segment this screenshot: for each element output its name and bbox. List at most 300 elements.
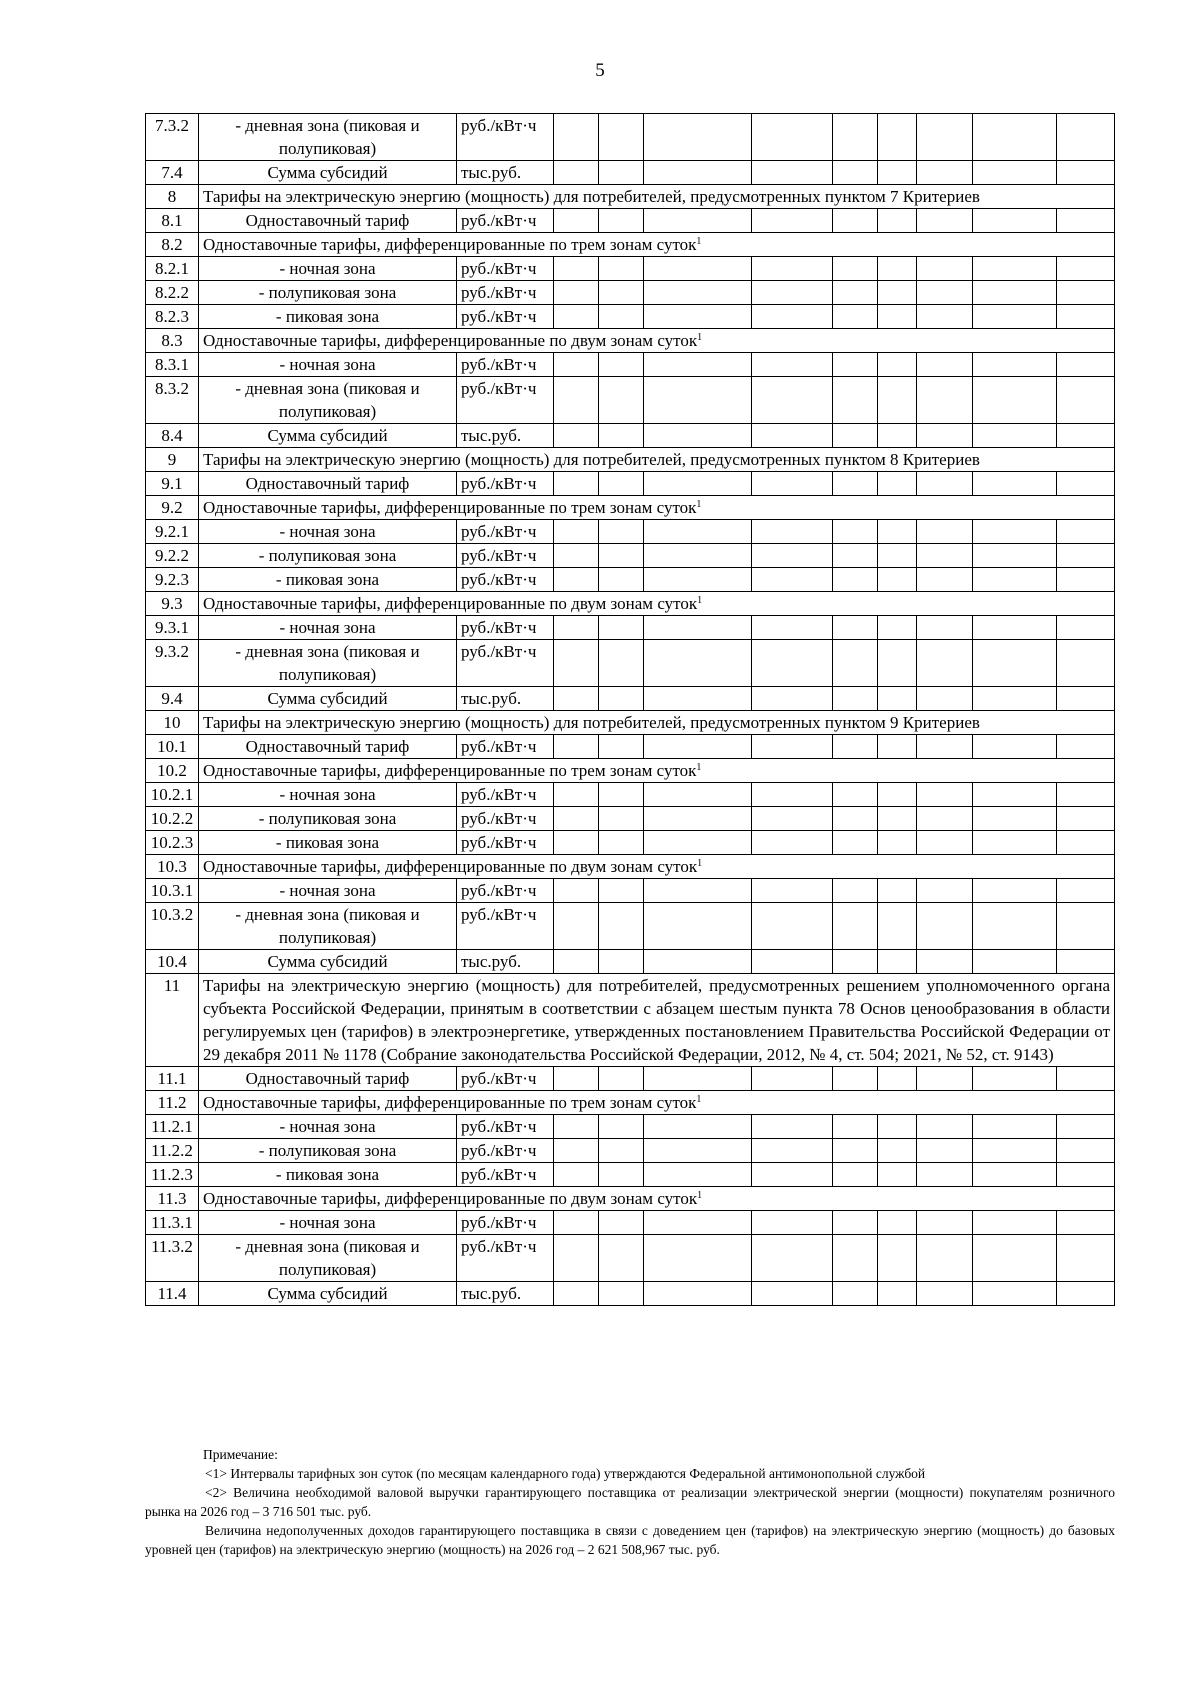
table-row [146, 640, 1115, 687]
value-cell [917, 807, 973, 831]
value-cell [973, 1211, 1057, 1235]
value-cell [599, 687, 644, 711]
value-cell [554, 783, 599, 807]
value-cell [833, 544, 878, 568]
value-cell [752, 377, 833, 424]
value-cell [878, 544, 917, 568]
value-cell [917, 377, 973, 424]
row-name: - дневная зона (пиковая и полупиковая) [199, 903, 457, 950]
value-cell [878, 1139, 917, 1163]
table-row [146, 855, 1115, 879]
value-cell [554, 161, 599, 185]
table-row [146, 1282, 1115, 1306]
value-cell [599, 424, 644, 448]
value-cell [917, 520, 973, 544]
value-cell [644, 257, 752, 281]
footnote-mark: 1 [696, 1094, 702, 1105]
value-cell [554, 257, 599, 281]
value-cell [752, 783, 833, 807]
value-cell [1057, 879, 1115, 903]
value-cell [644, 424, 752, 448]
value-cell [644, 209, 752, 233]
value-cell [917, 568, 973, 592]
value-cell [554, 735, 599, 759]
footnote-mark: 1 [697, 332, 703, 343]
table-row [146, 281, 1115, 305]
value-cell [644, 783, 752, 807]
row-name: Сумма субсидий [199, 161, 457, 185]
value-cell [917, 1282, 973, 1306]
row-name: Сумма субсидий [199, 687, 457, 711]
row-number: 11.3.1 [146, 1211, 199, 1235]
row-name: - полупиковая зона [199, 281, 457, 305]
value-cell [1057, 640, 1115, 687]
table-row [146, 1091, 1115, 1115]
value-cell [644, 735, 752, 759]
value-cell [599, 903, 644, 950]
value-cell [554, 616, 599, 640]
table-row [146, 592, 1115, 616]
value-cell [1057, 687, 1115, 711]
value-cell [644, 161, 752, 185]
row-number: 9.2 [146, 496, 199, 520]
row-name: Сумма субсидий [199, 950, 457, 974]
value-cell [973, 903, 1057, 950]
value-cell [833, 1235, 878, 1282]
row-unit: руб./кВт·ч [457, 209, 554, 233]
note-3: Величина недополученных доходов гарантирующего поставщика в связи с доведением цен (тарифов) на электрическую энергию (мощность) до базовых уровней цен (тарифов) на электрическую энергию (мощность) на 2026 год – 2 621 508,967 тыс. руб. [145, 1523, 1115, 1557]
value-cell [752, 353, 833, 377]
value-cell [599, 1115, 644, 1139]
value-cell [554, 1282, 599, 1306]
value-cell [599, 281, 644, 305]
table-row [146, 1235, 1115, 1282]
value-cell [973, 950, 1057, 974]
row-number: 11 [146, 974, 199, 1067]
value-cell [878, 1235, 917, 1282]
row-number: 11.1 [146, 1067, 199, 1091]
row-unit: руб./кВт·ч [457, 114, 554, 161]
value-cell [644, 640, 752, 687]
row-number: 10 [146, 711, 199, 735]
value-cell [554, 281, 599, 305]
row-number: 8.2.3 [146, 305, 199, 329]
row-number: 11.3 [146, 1187, 199, 1211]
value-cell [599, 568, 644, 592]
value-cell [833, 114, 878, 161]
value-cell [554, 1139, 599, 1163]
value-cell [644, 305, 752, 329]
value-cell [878, 831, 917, 855]
value-cell [878, 161, 917, 185]
value-cell [917, 424, 973, 448]
value-cell [1057, 377, 1115, 424]
row-unit: руб./кВт·ч [457, 1163, 554, 1187]
row-unit: руб./кВт·ч [457, 281, 554, 305]
value-cell [599, 1139, 644, 1163]
value-cell [833, 1282, 878, 1306]
value-cell [917, 1211, 973, 1235]
value-cell [1057, 1115, 1115, 1139]
value-cell [973, 281, 1057, 305]
value-cell [1057, 1282, 1115, 1306]
value-cell [833, 1163, 878, 1187]
value-cell [644, 281, 752, 305]
value-cell [878, 472, 917, 496]
value-cell [917, 1235, 973, 1282]
row-unit: руб./кВт·ч [457, 807, 554, 831]
value-cell [752, 520, 833, 544]
value-cell [554, 950, 599, 974]
row-number: 11.2 [146, 1091, 199, 1115]
value-cell [1057, 424, 1115, 448]
row-name: - дневная зона (пиковая и полупиковая) [199, 640, 457, 687]
value-cell [878, 616, 917, 640]
subsection-header [199, 759, 1115, 783]
table-row [146, 377, 1115, 424]
header-text: Одноставочные тарифы, дифференцированные по двум зонам суток [203, 1189, 698, 1208]
value-cell [554, 903, 599, 950]
value-cell [833, 831, 878, 855]
value-cell [833, 281, 878, 305]
value-cell [917, 950, 973, 974]
row-number: 9.2.2 [146, 544, 199, 568]
value-cell [833, 903, 878, 950]
row-unit: тыс.руб. [457, 424, 554, 448]
value-cell [917, 353, 973, 377]
subsection-header [199, 496, 1115, 520]
row-number: 10.3.1 [146, 879, 199, 903]
value-cell [644, 1282, 752, 1306]
value-cell [644, 544, 752, 568]
table-row [146, 544, 1115, 568]
value-cell [973, 1282, 1057, 1306]
row-number: 10.3.2 [146, 903, 199, 950]
value-cell [752, 161, 833, 185]
table-row [146, 114, 1115, 161]
value-cell [644, 831, 752, 855]
row-unit: руб./кВт·ч [457, 783, 554, 807]
notes-title: Примечание: [203, 1447, 278, 1462]
header-text: Одноставочные тарифы, дифференцированные по двум зонам суток [203, 594, 698, 613]
value-cell [599, 783, 644, 807]
value-cell [1057, 807, 1115, 831]
value-cell [878, 1163, 917, 1187]
section-header [199, 974, 1115, 1067]
tariff-table [145, 113, 1115, 1306]
value-cell [833, 472, 878, 496]
value-cell [554, 209, 599, 233]
table-row [146, 1115, 1115, 1139]
value-cell [644, 950, 752, 974]
table-row [146, 568, 1115, 592]
value-cell [599, 616, 644, 640]
value-cell [833, 1211, 878, 1235]
value-cell [644, 114, 752, 161]
value-cell [752, 544, 833, 568]
value-cell [973, 114, 1057, 161]
note-2: <2> Величина необходимой валовой выручки гарантирующего поставщика от реализации электрической энергии (мощности) покупателям розничного рынка на 2026 год – 3 716 501 тыс. руб. [145, 1485, 1115, 1519]
header-text: Одноставочные тарифы, дифференцированные по трем зонам суток [203, 498, 697, 517]
value-cell [917, 903, 973, 950]
row-name: Одноставочный тариф [199, 472, 457, 496]
row-unit: руб./кВт·ч [457, 472, 554, 496]
value-cell [599, 807, 644, 831]
value-cell [752, 1282, 833, 1306]
value-cell [554, 305, 599, 329]
value-cell [973, 161, 1057, 185]
value-cell [554, 1067, 599, 1091]
footnote-mark: 1 [696, 236, 702, 247]
value-cell [752, 1067, 833, 1091]
subsection-header [199, 329, 1115, 353]
value-cell [554, 353, 599, 377]
value-cell [599, 1067, 644, 1091]
value-cell [917, 616, 973, 640]
row-name: - дневная зона (пиковая и полупиковая) [199, 114, 457, 161]
value-cell [833, 305, 878, 329]
value-cell [554, 520, 599, 544]
row-number: 9.4 [146, 687, 199, 711]
subsection-header [199, 233, 1115, 257]
row-unit: руб./кВт·ч [457, 831, 554, 855]
row-number: 10.2.1 [146, 783, 199, 807]
value-cell [599, 950, 644, 974]
row-name: - ночная зона [199, 257, 457, 281]
value-cell [878, 735, 917, 759]
subsection-header [199, 592, 1115, 616]
value-cell [917, 1163, 973, 1187]
value-cell [833, 616, 878, 640]
value-cell [833, 950, 878, 974]
value-cell [644, 903, 752, 950]
value-cell [644, 568, 752, 592]
table-row [146, 209, 1115, 233]
row-number: 9.3 [146, 592, 199, 616]
value-cell [554, 377, 599, 424]
value-cell [1057, 1211, 1115, 1235]
table-row [146, 520, 1115, 544]
value-cell [752, 807, 833, 831]
row-unit: руб./кВт·ч [457, 305, 554, 329]
value-cell [833, 640, 878, 687]
row-number: 9.2.1 [146, 520, 199, 544]
row-number: 8.1 [146, 209, 199, 233]
row-number: 8.3.1 [146, 353, 199, 377]
value-cell [752, 257, 833, 281]
header-text: Тарифы на электрическую энергию (мощность) для потребителей, предусмотренных пунктом 7 Критериев [203, 187, 980, 206]
value-cell [752, 950, 833, 974]
value-cell [833, 377, 878, 424]
row-name: - полупиковая зона [199, 544, 457, 568]
value-cell [917, 544, 973, 568]
value-cell [752, 424, 833, 448]
value-cell [878, 1211, 917, 1235]
table-row [146, 329, 1115, 353]
value-cell [973, 879, 1057, 903]
value-cell [554, 1235, 599, 1282]
value-cell [752, 1211, 833, 1235]
value-cell [644, 520, 752, 544]
footnote-mark: 1 [697, 858, 703, 869]
table-row [146, 783, 1115, 807]
value-cell [833, 1139, 878, 1163]
section-header [199, 711, 1115, 735]
value-cell [973, 735, 1057, 759]
value-cell [973, 616, 1057, 640]
value-cell [878, 305, 917, 329]
value-cell [973, 783, 1057, 807]
value-cell [973, 209, 1057, 233]
value-cell [878, 520, 917, 544]
table-row [146, 1211, 1115, 1235]
row-name: - пиковая зона [199, 1163, 457, 1187]
value-cell [833, 687, 878, 711]
value-cell [599, 1163, 644, 1187]
value-cell [554, 1163, 599, 1187]
value-cell [554, 544, 599, 568]
value-cell [917, 114, 973, 161]
row-number: 10.3 [146, 855, 199, 879]
value-cell [554, 424, 599, 448]
value-cell [752, 114, 833, 161]
row-number: 10.2.2 [146, 807, 199, 831]
table-row [146, 424, 1115, 448]
value-cell [599, 257, 644, 281]
table-row [146, 496, 1115, 520]
value-cell [878, 1067, 917, 1091]
value-cell [878, 1282, 917, 1306]
row-name: - ночная зона [199, 1115, 457, 1139]
row-number: 11.2.3 [146, 1163, 199, 1187]
value-cell [917, 209, 973, 233]
row-unit: тыс.руб. [457, 950, 554, 974]
value-cell [1057, 735, 1115, 759]
value-cell [917, 257, 973, 281]
row-unit: руб./кВт·ч [457, 1235, 554, 1282]
value-cell [973, 353, 1057, 377]
section-header [199, 448, 1115, 472]
row-number: 9.2.3 [146, 568, 199, 592]
value-cell [878, 807, 917, 831]
value-cell [554, 1115, 599, 1139]
header-text: Одноставочные тарифы, дифференцированные по двум зонам суток [203, 331, 698, 350]
value-cell [917, 472, 973, 496]
row-name: Одноставочный тариф [199, 1067, 457, 1091]
value-cell [752, 879, 833, 903]
value-cell [554, 1211, 599, 1235]
value-cell [752, 305, 833, 329]
value-cell [973, 544, 1057, 568]
row-name: - пиковая зона [199, 831, 457, 855]
value-cell [644, 1163, 752, 1187]
row-name: - ночная зона [199, 783, 457, 807]
table-row [146, 305, 1115, 329]
row-number: 8.4 [146, 424, 199, 448]
value-cell [554, 114, 599, 161]
value-cell [1057, 831, 1115, 855]
value-cell [917, 1139, 973, 1163]
value-cell [1057, 1235, 1115, 1282]
value-cell [1057, 209, 1115, 233]
value-cell [1057, 353, 1115, 377]
value-cell [917, 1067, 973, 1091]
value-cell [752, 616, 833, 640]
value-cell [878, 640, 917, 687]
table-row [146, 879, 1115, 903]
subsection-header [199, 1187, 1115, 1211]
value-cell [917, 783, 973, 807]
value-cell [599, 1235, 644, 1282]
value-cell [752, 209, 833, 233]
value-cell [644, 687, 752, 711]
value-cell [973, 1235, 1057, 1282]
value-cell [973, 1139, 1057, 1163]
table-row [146, 472, 1115, 496]
value-cell [599, 879, 644, 903]
value-cell [917, 831, 973, 855]
row-number: 8.3.2 [146, 377, 199, 424]
row-unit: руб./кВт·ч [457, 377, 554, 424]
row-number: 9.3.1 [146, 616, 199, 640]
value-cell [554, 831, 599, 855]
value-cell [644, 472, 752, 496]
row-number: 10.4 [146, 950, 199, 974]
row-name: - ночная зона [199, 353, 457, 377]
value-cell [644, 807, 752, 831]
row-name: - ночная зона [199, 879, 457, 903]
value-cell [599, 544, 644, 568]
table-row [146, 1067, 1115, 1091]
value-cell [973, 305, 1057, 329]
row-unit: руб./кВт·ч [457, 257, 554, 281]
row-number: 10.2 [146, 759, 199, 783]
value-cell [1057, 544, 1115, 568]
table-row [146, 1187, 1115, 1211]
value-cell [554, 879, 599, 903]
value-cell [1057, 950, 1115, 974]
row-name: - ночная зона [199, 616, 457, 640]
value-cell [1057, 114, 1115, 161]
value-cell [644, 616, 752, 640]
value-cell [599, 472, 644, 496]
value-cell [599, 377, 644, 424]
value-cell [1057, 783, 1115, 807]
row-unit: руб./кВт·ч [457, 640, 554, 687]
value-cell [1057, 616, 1115, 640]
value-cell [833, 783, 878, 807]
value-cell [973, 807, 1057, 831]
value-cell [878, 257, 917, 281]
row-unit: руб./кВт·ч [457, 353, 554, 377]
value-cell [644, 1067, 752, 1091]
row-unit: руб./кВт·ч [457, 1139, 554, 1163]
row-name: Сумма субсидий [199, 424, 457, 448]
table-row [146, 1139, 1115, 1163]
value-cell [973, 1115, 1057, 1139]
value-cell [752, 1163, 833, 1187]
value-cell [554, 807, 599, 831]
value-cell [878, 281, 917, 305]
value-cell [878, 1115, 917, 1139]
header-text: Тарифы на электрическую энергию (мощность) для потребителей, предусмотренных решением уполномоченного органа субъекта Российской Федерации, принятым в соответствии с абзацем шестым пункта 78 Основ ценообразования в области регулируемых цен (тарифов) в электроэнергетике, утвержденных постановлением Правительства Российской Федерации от 29 декабря 2011 № 1178 (Собрание законодательства Российской Федерации, 2012, № 4, ст. 504; 2021, № 52, ст. 9143) [203, 976, 1110, 1064]
value-cell [917, 1115, 973, 1139]
value-cell [917, 687, 973, 711]
row-unit: тыс.руб. [457, 1282, 554, 1306]
subsection-header [199, 855, 1115, 879]
value-cell [752, 687, 833, 711]
row-number: 7.4 [146, 161, 199, 185]
